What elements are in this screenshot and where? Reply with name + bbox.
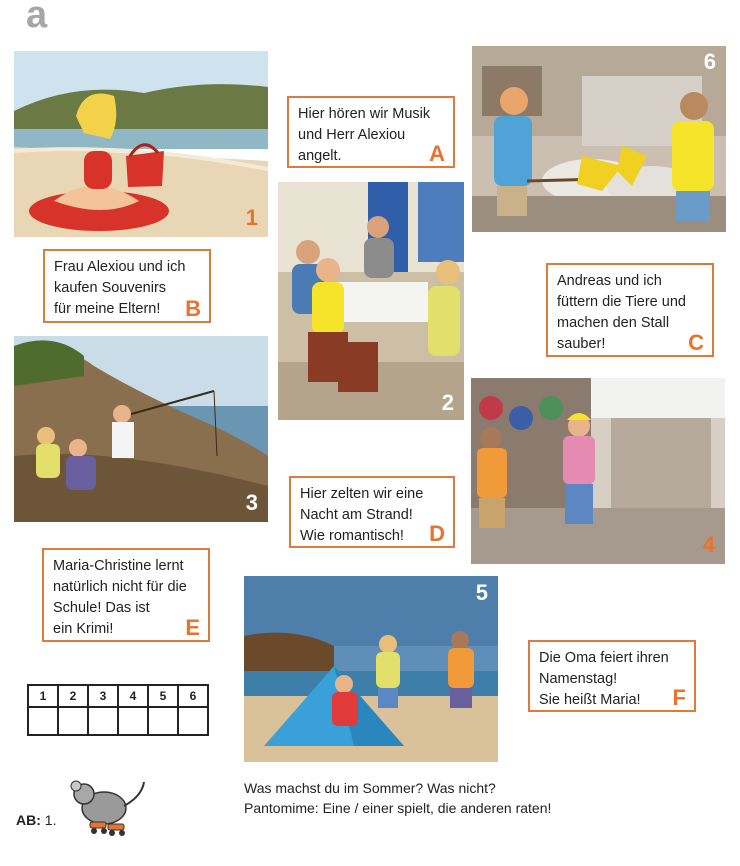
section-letter: a	[26, 0, 48, 36]
box-line: Hier zelten wir eine	[300, 486, 424, 502]
box-line: kaufen Souvenirs	[54, 280, 167, 296]
photo-number: 1	[245, 205, 258, 230]
grid-header: 6	[178, 685, 208, 707]
photo-number: 5	[475, 580, 488, 605]
text-box-b	[43, 249, 211, 323]
text-box-e	[42, 548, 210, 642]
grid-answer-cell[interactable]	[178, 707, 208, 735]
grid-header: 1	[28, 685, 58, 707]
photo-3	[14, 336, 268, 522]
box-line: Namenstag!	[539, 671, 618, 687]
box-line: machen den Stall	[557, 315, 670, 331]
photo-number: 2	[441, 390, 454, 415]
text-box-d	[289, 476, 455, 548]
box-letter: C	[688, 330, 704, 355]
grid-header: 2	[58, 685, 88, 707]
box-line: Maria-Christine lernt	[53, 558, 184, 574]
grid-answer-cell[interactable]	[148, 707, 178, 735]
footer-question: Was machst du im Sommer? Was nicht?	[244, 780, 496, 796]
workbook-reference	[16, 812, 56, 828]
answer-grid	[27, 684, 209, 736]
box-line: Wie romantisch!	[300, 528, 404, 544]
text-box-c	[546, 263, 714, 357]
box-line: angelt.	[298, 148, 342, 164]
box-line: Andreas und ich	[557, 273, 662, 289]
box-letter: B	[185, 296, 201, 321]
box-line: Nacht am Strand!	[300, 507, 413, 523]
grid-answer-cell[interactable]	[58, 707, 88, 735]
box-letter: D	[429, 521, 445, 546]
photo-6	[472, 46, 726, 232]
box-line: füttern die Tiere und	[557, 294, 686, 310]
ab-label: AB:	[16, 812, 41, 828]
footer-instruction: Pantomime: Eine / einer spielt, die anderen raten!	[244, 800, 552, 816]
box-line: und Herr Alexiou	[298, 127, 406, 143]
box-line: Sie heißt Maria!	[539, 692, 641, 708]
photo-1	[14, 51, 268, 237]
grid-header: 5	[148, 685, 178, 707]
box-line: natürlich nicht für die	[53, 579, 187, 595]
box-line: Die Oma feiert ihren	[539, 650, 669, 666]
photo-number: 3	[245, 490, 258, 515]
rat-mascot-icon	[64, 776, 148, 838]
box-line: Frau Alexiou und ich	[54, 259, 186, 275]
box-letter: F	[672, 685, 686, 710]
box-line: für meine Eltern!	[54, 301, 161, 317]
ab-value: 1.	[44, 812, 57, 828]
box-line: ein Krimi!	[53, 621, 114, 637]
grid-answer-cell[interactable]	[118, 707, 148, 735]
photo-number: 4	[702, 532, 715, 557]
grid-header: 3	[88, 685, 118, 707]
box-line: Schule! Das ist	[53, 600, 150, 616]
photo-5	[244, 576, 498, 762]
photo-4	[471, 378, 725, 564]
box-line: Hier hören wir Musik	[298, 106, 431, 122]
photo-number: 6	[703, 49, 716, 74]
grid-answer-cell[interactable]	[88, 707, 118, 735]
grid-header: 4	[118, 685, 148, 707]
grid-answer-cell[interactable]	[28, 707, 58, 735]
box-letter: E	[185, 615, 200, 640]
text-box-a	[287, 96, 455, 168]
box-line: sauber!	[557, 336, 606, 352]
box-letter: A	[429, 141, 445, 166]
text-box-f	[528, 640, 696, 712]
photo-2	[278, 182, 464, 420]
